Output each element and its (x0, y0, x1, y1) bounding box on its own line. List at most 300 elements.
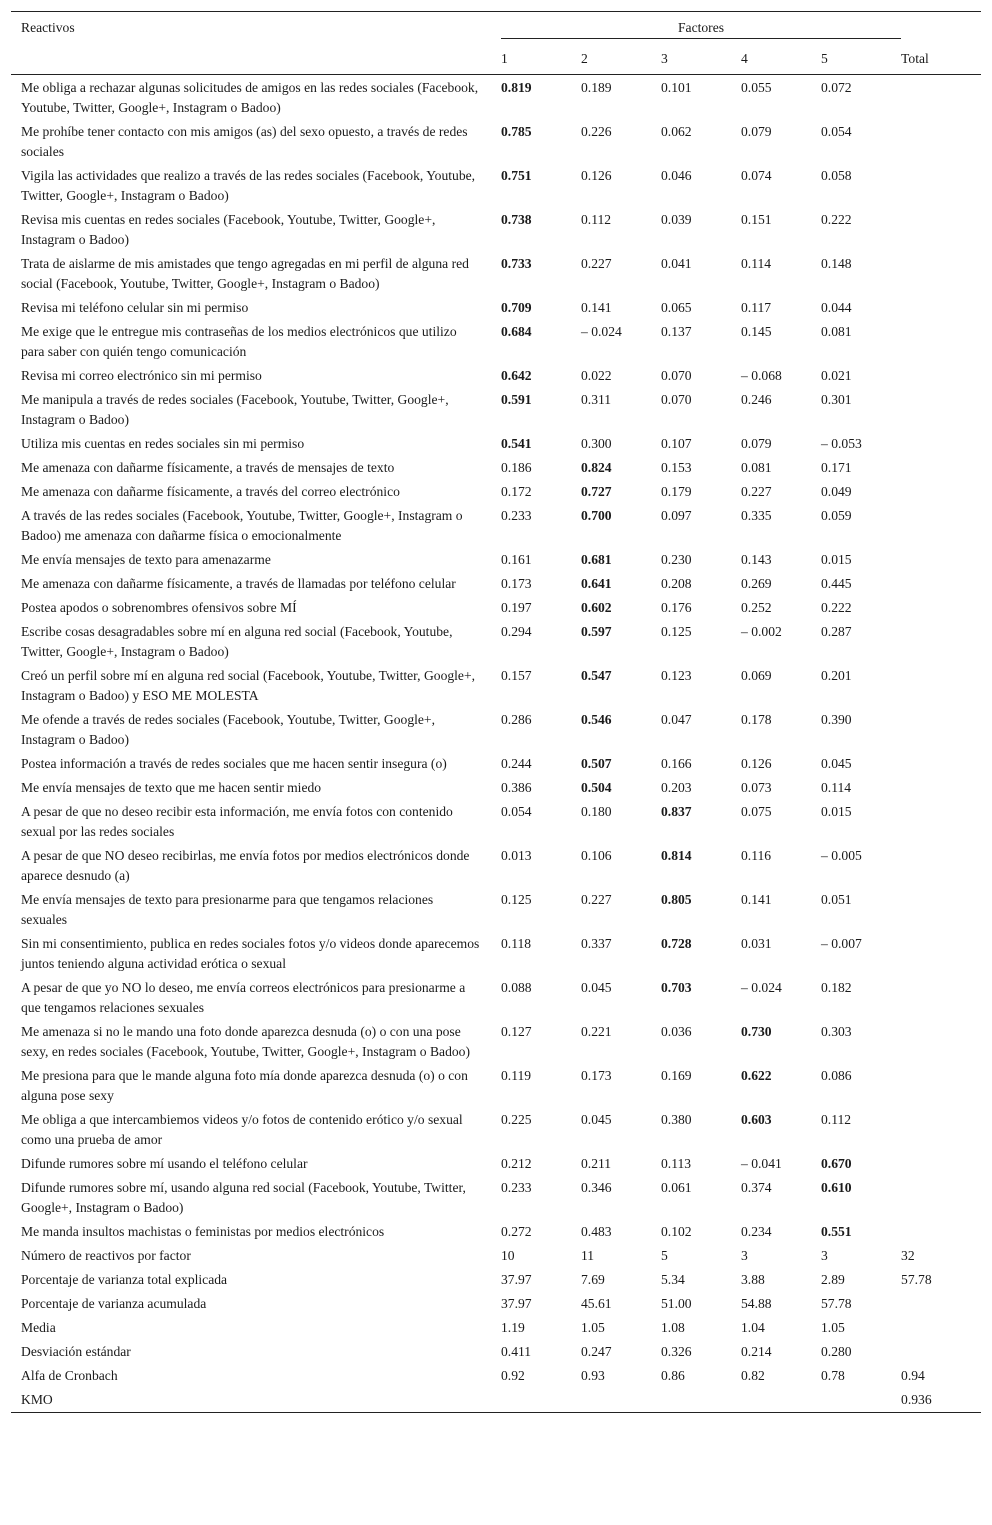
factor-4-loading: – 0.024 (741, 980, 782, 995)
item-text: Me manda insultos machistas o feministas por medios electrónicos (21, 1224, 385, 1239)
summary-label: Número de reactivos por factor (21, 1248, 191, 1263)
item-text: Me exige que le entregue mis contraseñas de los medios electrónicos que utilizo para saber con quién tengo comunicación (21, 324, 457, 359)
factor-1-header: 1 (501, 51, 508, 66)
factor-4-loading: 0.603 (741, 1112, 772, 1127)
factor-5-loading: 0.171 (821, 460, 852, 475)
factor-5-summary-value: 3 (821, 1248, 828, 1263)
item-text: Sin mi consentimiento, publica en redes sociales fotos y/o videos donde aparecemos juntos teniendo alguna actividad erótica o sexual (21, 936, 480, 971)
factor-3-loading: 0.070 (661, 368, 692, 383)
factor-2-loading: 0.700 (581, 508, 612, 523)
total-cell (901, 120, 981, 164)
factor-5-summary-value: 2.89 (821, 1272, 845, 1287)
factor-5-loading: 0.058 (821, 168, 852, 183)
total-cell (901, 1152, 981, 1176)
factor-1-loading: 0.212 (501, 1156, 532, 1171)
reactivos-header-label: Reactivos (21, 20, 75, 35)
factor-2-loading: 0.597 (581, 624, 612, 639)
factor-4-loading: 0.622 (741, 1068, 772, 1083)
factor-1-loading: 0.386 (501, 780, 532, 795)
factor-1-loading: 0.751 (501, 168, 532, 183)
factor-analysis-table-container (11, 11, 981, 1413)
summary-total: 32 (901, 1248, 915, 1263)
factor-4-summary-value: 3 (741, 1248, 748, 1263)
factor-3-loading: 0.703 (661, 980, 692, 995)
reactivos-header (11, 12, 501, 75)
factor-3-summary-value (661, 1388, 741, 1413)
table-row (11, 976, 981, 1020)
factor-2-loading: 0.483 (581, 1224, 612, 1239)
total-cell (901, 708, 981, 752)
table-header (11, 12, 981, 75)
factor-5-header: 5 (821, 51, 828, 66)
factor-2-header: 2 (581, 51, 588, 66)
table-row (11, 776, 981, 800)
factor-5-loading: 0.015 (821, 552, 852, 567)
factor-5-loading: 0.390 (821, 712, 852, 727)
factor-3-loading: 0.153 (661, 460, 692, 475)
factor-4-loading: 0.252 (741, 600, 772, 615)
factor-2-summary-value: 0.247 (581, 1344, 612, 1359)
factor-2-loading: 0.504 (581, 780, 612, 795)
factor-4-loading: 0.081 (741, 460, 772, 475)
factor-1-loading: 0.088 (501, 980, 532, 995)
factor-4-loading: 0.335 (741, 508, 772, 523)
factor-2-summary-value: 1.05 (581, 1320, 605, 1335)
factor-4-loading: 0.145 (741, 324, 772, 339)
total-cell (901, 1220, 981, 1244)
factor-5-loading: 0.445 (821, 576, 852, 591)
factor-2-loading: 0.346 (581, 1180, 612, 1195)
summary-label: KMO (21, 1392, 53, 1407)
factor-3-loading: 0.805 (661, 892, 692, 907)
factor-4-loading: – 0.068 (741, 368, 782, 383)
table-row (11, 252, 981, 296)
factor-1-loading: 0.233 (501, 1180, 532, 1195)
factor-3-loading: 0.166 (661, 756, 692, 771)
summary-row (11, 1388, 981, 1413)
factor-4-loading: 0.073 (741, 780, 772, 795)
factor-1-loading: 0.013 (501, 848, 532, 863)
factor-5-summary-value: 1.05 (821, 1320, 845, 1335)
summary-label: Alfa de Cronbach (21, 1368, 118, 1383)
total-cell (901, 776, 981, 800)
factor-4-loading: 0.143 (741, 552, 772, 567)
factor-1-loading: 0.173 (501, 576, 532, 591)
factor-1-summary-value: 10 (501, 1248, 515, 1263)
summary-total: 57.78 (901, 1272, 932, 1287)
factor-1-loading: 0.684 (501, 324, 532, 339)
total-cell (901, 1108, 981, 1152)
summary-total: 0.94 (901, 1368, 925, 1383)
item-text: Me amenaza con dañarme físicamente, a través de llamadas por teléfono celular (21, 576, 456, 591)
factor-4-summary-value: 0.82 (741, 1368, 765, 1383)
factor-3-loading: 0.203 (661, 780, 692, 795)
item-text: Me envía mensajes de texto para amenazarme (21, 552, 271, 567)
factor-2-loading: 0.211 (581, 1156, 612, 1171)
table-row (11, 548, 981, 572)
factor-3-loading: 0.208 (661, 576, 692, 591)
table-row (11, 504, 981, 548)
total-cell (901, 664, 981, 708)
factor-4-loading: 0.114 (741, 256, 772, 271)
factor-3-summary-value: 51.00 (661, 1296, 692, 1311)
item-text: Me envía mensajes de texto para presionarme para que tengamos relaciones sexuales (21, 892, 434, 927)
factor-5-loading: 0.015 (821, 804, 852, 819)
factor-2-loading: 0.106 (581, 848, 612, 863)
factor-2-loading: 0.824 (581, 460, 612, 475)
factor-2-summary-value: 7.69 (581, 1272, 605, 1287)
summary-label: Desviación estándar (21, 1344, 131, 1359)
factor-5-summary-value (821, 1388, 901, 1413)
total-cell (901, 432, 981, 456)
factor-2-loading: 0.227 (581, 892, 612, 907)
total-cell (901, 320, 981, 364)
table-row (11, 320, 981, 364)
factor-4-loading: 0.246 (741, 392, 772, 407)
factor-5-loading: 0.551 (821, 1224, 852, 1239)
summary-total (901, 1316, 981, 1340)
total-cell (901, 208, 981, 252)
factor-3-loading: 0.814 (661, 848, 692, 863)
total-cell (901, 620, 981, 664)
factor-1-loading: 0.272 (501, 1224, 532, 1239)
factor-4-loading: 0.141 (741, 892, 772, 907)
item-text: Trata de aislarme de mis amistades que tengo agregadas en mi perfil de alguna red social (Facebook, Youtube, Twitter, Google+, Instagram o Badoo) (21, 256, 469, 291)
item-text: Me ofende a través de redes sociales (Facebook, Youtube, Twitter, Google+, Instagram o Badoo) (21, 712, 435, 747)
factor-4-loading: 0.079 (741, 124, 772, 139)
table-row (11, 664, 981, 708)
factor-4-summary-value: 3.88 (741, 1272, 765, 1287)
summary-row (11, 1268, 981, 1292)
factor-5-loading: 0.201 (821, 668, 852, 683)
factor-2-loading: 0.141 (581, 300, 612, 315)
factor-5-loading: 0.081 (821, 324, 852, 339)
factor-1-loading: 0.244 (501, 756, 532, 771)
item-text: A pesar de que yo NO lo deseo, me envía correos electrónicos para presionarme a que tengamos relaciones sexuales (21, 980, 466, 1015)
factor-2-summary-value (581, 1388, 661, 1413)
table-row (11, 620, 981, 664)
total-cell (901, 844, 981, 888)
total-cell (901, 1020, 981, 1064)
factor-3-summary-value: 0.326 (661, 1344, 692, 1359)
table-row (11, 844, 981, 888)
factor-2-loading: 0.311 (581, 392, 612, 407)
factor-3-loading: 0.039 (661, 212, 692, 227)
item-text: Me amenaza con dañarme físicamente, a través de mensajes de texto (21, 460, 395, 475)
summary-total (901, 1340, 981, 1364)
table-row (11, 164, 981, 208)
factores-header (501, 12, 901, 45)
total-cell (901, 800, 981, 844)
factor-5-loading: 0.021 (821, 368, 852, 383)
total-cell (901, 596, 981, 620)
factor-5-loading: 0.054 (821, 124, 852, 139)
total-cell (901, 548, 981, 572)
factor-4-loading: 0.234 (741, 1224, 772, 1239)
summary-total (901, 1292, 981, 1316)
factor-1-loading: 0.738 (501, 212, 532, 227)
total-cell (901, 75, 981, 121)
factor-4-loading: 0.227 (741, 484, 772, 499)
factor-5-loading: 0.301 (821, 392, 852, 407)
factor-2-loading: 0.546 (581, 712, 612, 727)
summary-row (11, 1316, 981, 1340)
table-row (11, 480, 981, 504)
factor-5-loading: 0.670 (821, 1156, 852, 1171)
total-cell (901, 456, 981, 480)
item-text: Difunde rumores sobre mí usando el teléfono celular (21, 1156, 308, 1171)
factor-2-loading: 0.022 (581, 368, 612, 383)
factor-1-summary-value: 1.19 (501, 1320, 525, 1335)
factor-4-loading: 0.151 (741, 212, 772, 227)
factor-4-summary-value: 1.04 (741, 1320, 765, 1335)
item-text: Me prohíbe tener contacto con mis amigos (as) del sexo opuesto, a través de redes sociales (21, 124, 468, 159)
factor-5-loading: – 0.053 (821, 436, 862, 451)
item-text: Me envía mensajes de texto que me hacen sentir miedo (21, 780, 322, 795)
factor-4-summary-value (741, 1388, 821, 1413)
factor-2-loading: 0.227 (581, 256, 612, 271)
total-cell (901, 164, 981, 208)
factor-3-loading: 0.070 (661, 392, 692, 407)
factor-4-loading: 0.374 (741, 1180, 772, 1195)
table-row (11, 388, 981, 432)
factor-1-summary-value: 0.411 (501, 1344, 532, 1359)
table-row (11, 572, 981, 596)
factor-4-loading: – 0.002 (741, 624, 782, 639)
factor-1-loading: 0.541 (501, 436, 532, 451)
item-text: A pesar de que no deseo recibir esta información, me envía fotos con contenido sexual por las redes sociales (21, 804, 453, 839)
factor-2-loading: 0.641 (581, 576, 612, 591)
factor-1-loading: 0.118 (501, 936, 532, 951)
table-row (11, 456, 981, 480)
factor-4-loading: 0.074 (741, 168, 772, 183)
factor-3-loading: 0.061 (661, 1180, 692, 1195)
factor-4-loading: 0.178 (741, 712, 772, 727)
factor-5-loading: 0.303 (821, 1024, 852, 1039)
item-text: Me presiona para que le mande alguna foto mía donde aparezca desnuda (o) o con alguna pose sexy (21, 1068, 468, 1103)
total-cell (901, 752, 981, 776)
factor-4-loading: 0.069 (741, 668, 772, 683)
factor-5-summary-value: 0.78 (821, 1368, 845, 1383)
table-row (11, 1064, 981, 1108)
factor-5-summary-value: 0.280 (821, 1344, 852, 1359)
factor-5-loading: 0.044 (821, 300, 852, 315)
factor-5-loading: 0.222 (821, 600, 852, 615)
factor-5-loading: 0.114 (821, 780, 852, 795)
factor-1-loading: 0.127 (501, 1024, 532, 1039)
item-text: Vigila las actividades que realizo a través de las redes sociales (Facebook, Youtube, Twitter, Google+, Instagram o Badoo) (21, 168, 476, 203)
factor-5-loading: 0.182 (821, 980, 852, 995)
factor-2-loading: 0.112 (581, 212, 612, 227)
item-text: Me amenaza con dañarme físicamente, a través del correo electrónico (21, 484, 400, 499)
factor-3-loading: 0.047 (661, 712, 692, 727)
factor-2-loading: – 0.024 (581, 324, 622, 339)
factor-3-loading: 0.097 (661, 508, 692, 523)
table-row (11, 708, 981, 752)
factor-4-loading: 0.269 (741, 576, 772, 591)
total-cell (901, 296, 981, 320)
table-row (11, 75, 981, 121)
factor-3-summary-value: 1.08 (661, 1320, 685, 1335)
factor-2-loading: 0.126 (581, 168, 612, 183)
total-cell (901, 1176, 981, 1220)
factor-3-loading: 0.041 (661, 256, 692, 271)
item-text: Me obliga a rechazar algunas solicitudes de amigos en las redes sociales (Facebook, Youtube, Twitter, Google+, Instagram o Badoo) (21, 80, 479, 115)
total-cell (901, 364, 981, 388)
factor-3-loading: 0.113 (661, 1156, 692, 1171)
factor-3-loading: 0.380 (661, 1112, 692, 1127)
factor-3-loading: 0.062 (661, 124, 692, 139)
factor-1-summary-value: 37.97 (501, 1296, 532, 1311)
factor-3-loading: 0.036 (661, 1024, 692, 1039)
factor-2-loading: 0.681 (581, 552, 612, 567)
factor-3-loading: 0.169 (661, 1068, 692, 1083)
table-row (11, 296, 981, 320)
item-text: Postea información a través de redes sociales que me hacen sentir insegura (o) (21, 756, 447, 771)
factor-1-summary-value (501, 1388, 581, 1413)
table-body (11, 75, 981, 1413)
item-text: Escribe cosas desagradables sobre mí en alguna red social (Facebook, Youtube, Twitter, Google+, Instagram o Badoo) (21, 624, 453, 659)
factor-3-loading: 0.179 (661, 484, 692, 499)
factor-2-summary-value: 0.93 (581, 1368, 605, 1383)
total-cell (901, 388, 981, 432)
factor-1-loading: 0.119 (501, 1068, 532, 1083)
summary-row (11, 1292, 981, 1316)
item-text: Revisa mi teléfono celular sin mi permiso (21, 300, 249, 315)
table-row (11, 120, 981, 164)
factor-5-loading: 0.072 (821, 80, 852, 95)
factor-4-loading: – 0.041 (741, 1156, 782, 1171)
factor-2-loading: 0.300 (581, 436, 612, 451)
factor-4-loading: 0.075 (741, 804, 772, 819)
factor-analysis-table (11, 11, 981, 1413)
factor-1-loading: 0.819 (501, 80, 532, 95)
total-header-cell (901, 12, 981, 75)
item-text: Revisa mis cuentas en redes sociales (Facebook, Youtube, Twitter, Google+, Instagram o Badoo) (21, 212, 436, 247)
factor-1-loading: 0.733 (501, 256, 532, 271)
summary-row (11, 1244, 981, 1268)
item-text: Me manipula a través de redes sociales (Facebook, Youtube, Twitter, Google+, Instagram o Badoo) (21, 392, 449, 427)
factor-2-loading: 0.226 (581, 124, 612, 139)
factor-2-summary-value: 45.61 (581, 1296, 612, 1311)
table-row (11, 1020, 981, 1064)
factor-3-loading: 0.046 (661, 168, 692, 183)
factor-2-loading: 0.173 (581, 1068, 612, 1083)
factor-3-summary-value: 5.34 (661, 1272, 685, 1287)
factor-5-loading: – 0.005 (821, 848, 862, 863)
total-cell (901, 252, 981, 296)
total-cell (901, 932, 981, 976)
factor-1-loading: 0.591 (501, 392, 532, 407)
factor-3-loading: 0.728 (661, 936, 692, 951)
factor-2-loading: 0.727 (581, 484, 612, 499)
factor-1-loading: 0.225 (501, 1112, 532, 1127)
factor-3-loading: 0.176 (661, 600, 692, 615)
factor-4-header: 4 (741, 51, 748, 66)
factor-5-summary-value: 57.78 (821, 1296, 852, 1311)
factor-4-loading: 0.117 (741, 300, 772, 315)
factor-4-summary-value: 54.88 (741, 1296, 772, 1311)
factor-1-loading: 0.054 (501, 804, 532, 819)
factor-2-loading: 0.221 (581, 1024, 612, 1039)
factor-5-loading: 0.045 (821, 756, 852, 771)
item-text: Me amenaza si no le mando una foto donde aparezca desnuda (o) o con una pose sexy, en redes sociales (Facebook, Youtube, Twitter, Google+, Instagram o Badoo) (21, 1024, 471, 1059)
factor-2-loading: 0.189 (581, 80, 612, 95)
total-cell (901, 572, 981, 596)
item-text: Creó un perfil sobre mí en alguna red social (Facebook, Youtube, Twitter, Google+, Instagram o Badoo) y ESO ME MOLESTA (21, 668, 476, 703)
factor-4-loading: 0.079 (741, 436, 772, 451)
factor-4-loading: 0.031 (741, 936, 772, 951)
factor-3-loading: 0.137 (661, 324, 692, 339)
total-cell (901, 976, 981, 1020)
factor-1-loading: 0.197 (501, 600, 532, 615)
table-row (11, 364, 981, 388)
factor-2-loading: 0.045 (581, 980, 612, 995)
total-cell (901, 480, 981, 504)
factor-3-loading: 0.107 (661, 436, 692, 451)
factor-1-loading: 0.286 (501, 712, 532, 727)
factor-4-loading: 0.730 (741, 1024, 772, 1039)
factor-2-loading: 0.180 (581, 804, 612, 819)
factor-1-loading: 0.161 (501, 552, 532, 567)
item-text: A pesar de que NO deseo recibirlas, me envía fotos por medios electrónicos donde aparece desnudo (a) (21, 848, 470, 883)
factor-1-loading: 0.709 (501, 300, 532, 315)
factor-3-header: 3 (661, 51, 668, 66)
summary-label: Porcentaje de varianza total explicada (21, 1272, 228, 1287)
table-row (11, 888, 981, 932)
factor-1-loading: 0.172 (501, 484, 532, 499)
table-row (11, 432, 981, 456)
table-row (11, 1176, 981, 1220)
summary-label: Media (21, 1320, 56, 1335)
summary-total: 0.936 (901, 1392, 932, 1407)
summary-row (11, 1364, 981, 1388)
item-text: Me obliga a que intercambiemos videos y/o fotos de contenido erótico y/o sexual como una prueba de amor (21, 1112, 463, 1147)
item-text: Utiliza mis cuentas en redes sociales sin mi permiso (21, 436, 305, 451)
factor-5-loading: 0.086 (821, 1068, 852, 1083)
factor-2-loading: 0.045 (581, 1112, 612, 1127)
factores-header-label: Factores (501, 18, 901, 39)
factor-4-loading: 0.116 (741, 848, 772, 863)
item-text: Revisa mi correo electrónico sin mi permiso (21, 368, 262, 383)
factor-3-loading: 0.125 (661, 624, 692, 639)
table-row (11, 1108, 981, 1152)
factor-5-loading: 0.610 (821, 1180, 852, 1195)
factor-3-loading: 0.230 (661, 552, 692, 567)
factor-1-loading: 0.125 (501, 892, 532, 907)
table-row (11, 208, 981, 252)
factor-4-loading: 0.055 (741, 80, 772, 95)
factor-3-summary-value: 0.86 (661, 1368, 685, 1383)
factor-5-loading: 0.148 (821, 256, 852, 271)
factor-1-summary-value: 0.92 (501, 1368, 525, 1383)
table-row (11, 800, 981, 844)
factor-1-loading: 0.186 (501, 460, 532, 475)
table-row (11, 1152, 981, 1176)
total-cell (901, 1064, 981, 1108)
factor-1-loading: 0.157 (501, 668, 532, 683)
factor-5-loading: 0.112 (821, 1112, 852, 1127)
factor-5-loading: – 0.007 (821, 936, 862, 951)
total-header-label: Total (901, 51, 929, 66)
table-row (11, 752, 981, 776)
item-text: A través de las redes sociales (Facebook, Youtube, Twitter, Google+, Instagram o Badoo) me amenaza con dañarme física o emocionalmente (21, 508, 463, 543)
factor-5-loading: 0.051 (821, 892, 852, 907)
factor-2-loading: 0.337 (581, 936, 612, 951)
factor-1-loading: 0.642 (501, 368, 532, 383)
factor-2-summary-value: 11 (581, 1248, 595, 1263)
factor-1-loading: 0.233 (501, 508, 532, 523)
